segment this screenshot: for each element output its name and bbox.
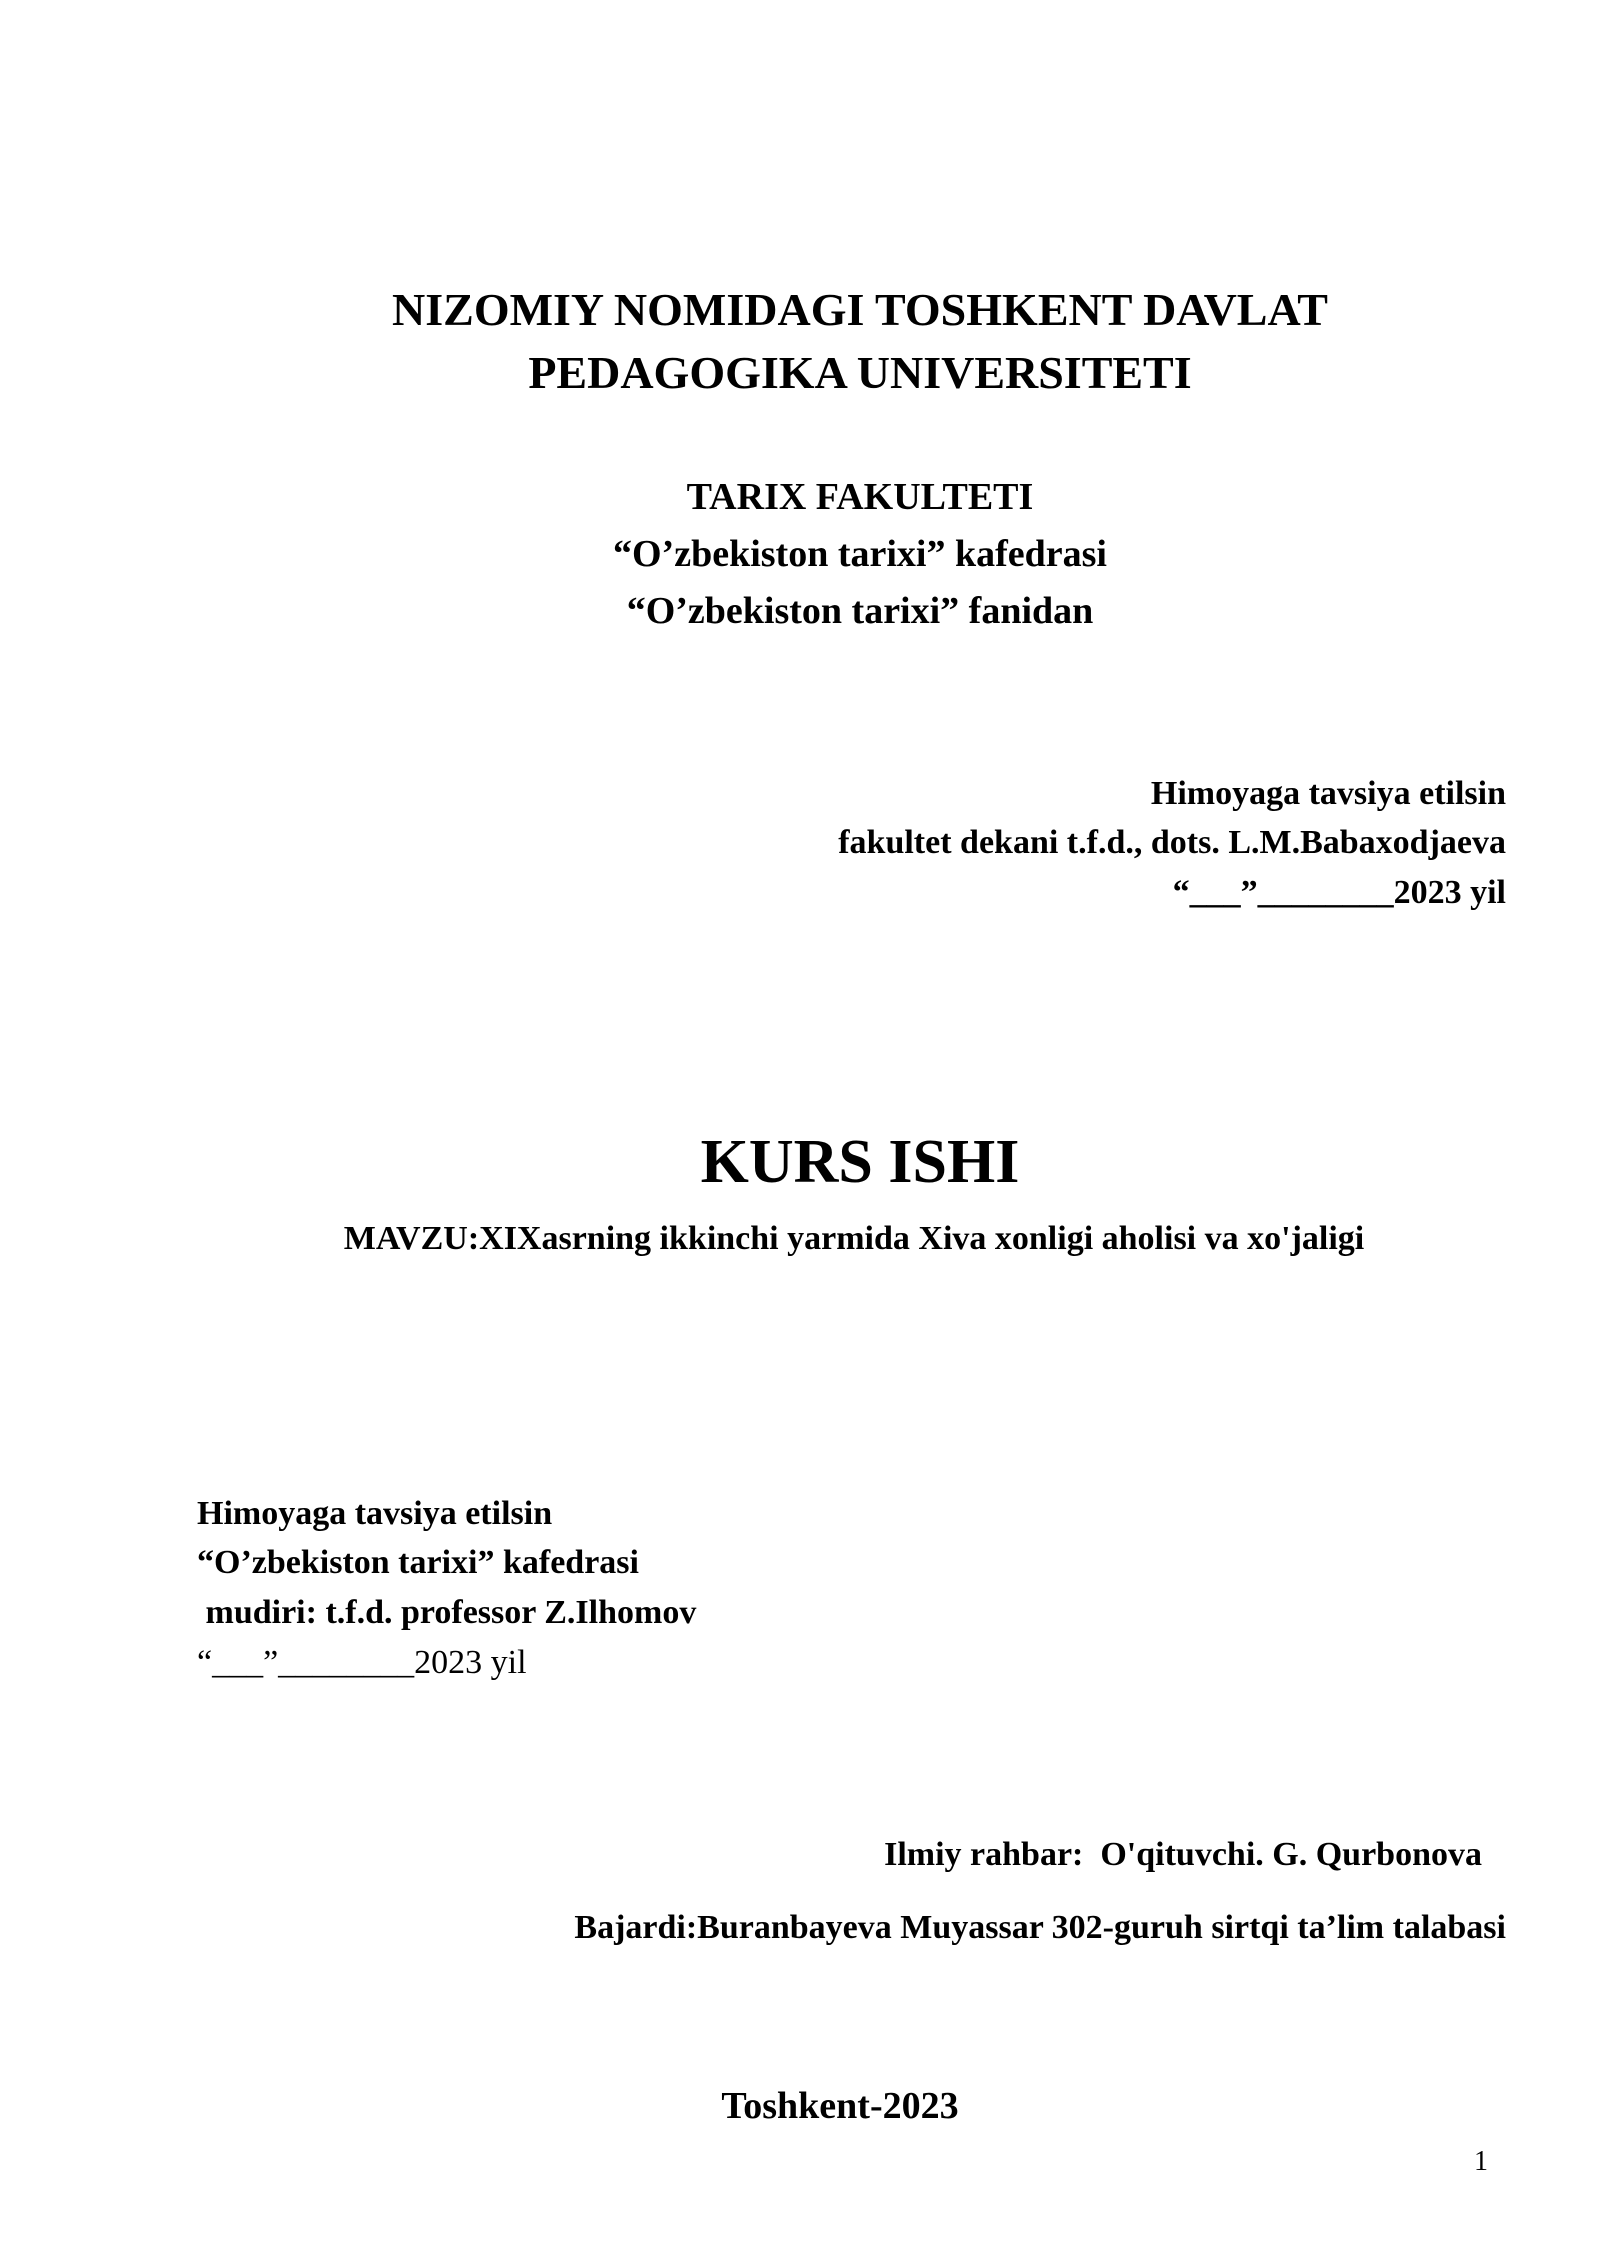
department-name: “O’zbekiston tarixi” kafedrasi	[613, 533, 1107, 575]
document-title: KURS ISHI	[700, 1128, 1020, 1196]
dean-approval-heading: Himoyaga tavsiya etilsin	[1150, 775, 1506, 812]
university-name-line2: PEDAGOGIKA UNIVERSITETI	[528, 347, 1192, 398]
author-line: Bajardi:Buranbayeva Muyassar 302-guruh sirtqi ta’lim talabasi	[574, 1909, 1506, 1946]
head-approval-date: “___”________2023 yil	[197, 1644, 527, 1681]
subject-name: “O’zbekiston tarixi” fanidan	[626, 590, 1094, 632]
dean-approval-date: “___”________2023 yil	[1172, 874, 1506, 911]
dean-approval-signer: fakultet dekani t.f.d., dots. L.M.Babaxodjaeva	[838, 824, 1506, 861]
place-year: Toshkent-2023	[721, 2085, 959, 2127]
head-approval-department: “O’zbekiston tarixi” kafedrasi	[197, 1544, 639, 1581]
university-name-line1: NIZOMIY NOMIDAGI TOSHKENT DAVLAT	[392, 284, 1328, 335]
page-number: 1	[1474, 2146, 1488, 2177]
document-topic: MAVZU:XIXasrning ikkinchi yarmida Xiva xonligi aholisi va xo'jaligi	[343, 1220, 1365, 1257]
faculty-name: TARIX FAKULTETI	[686, 476, 1034, 518]
head-approval-signer: mudiri: t.f.d. professor Z.Ilhomov	[197, 1594, 697, 1631]
supervisor-line: Ilmiy rahbar: O'qituvchi. G. Qurbonova	[884, 1836, 1482, 1873]
head-approval-heading: Himoyaga tavsiya etilsin	[197, 1495, 553, 1532]
